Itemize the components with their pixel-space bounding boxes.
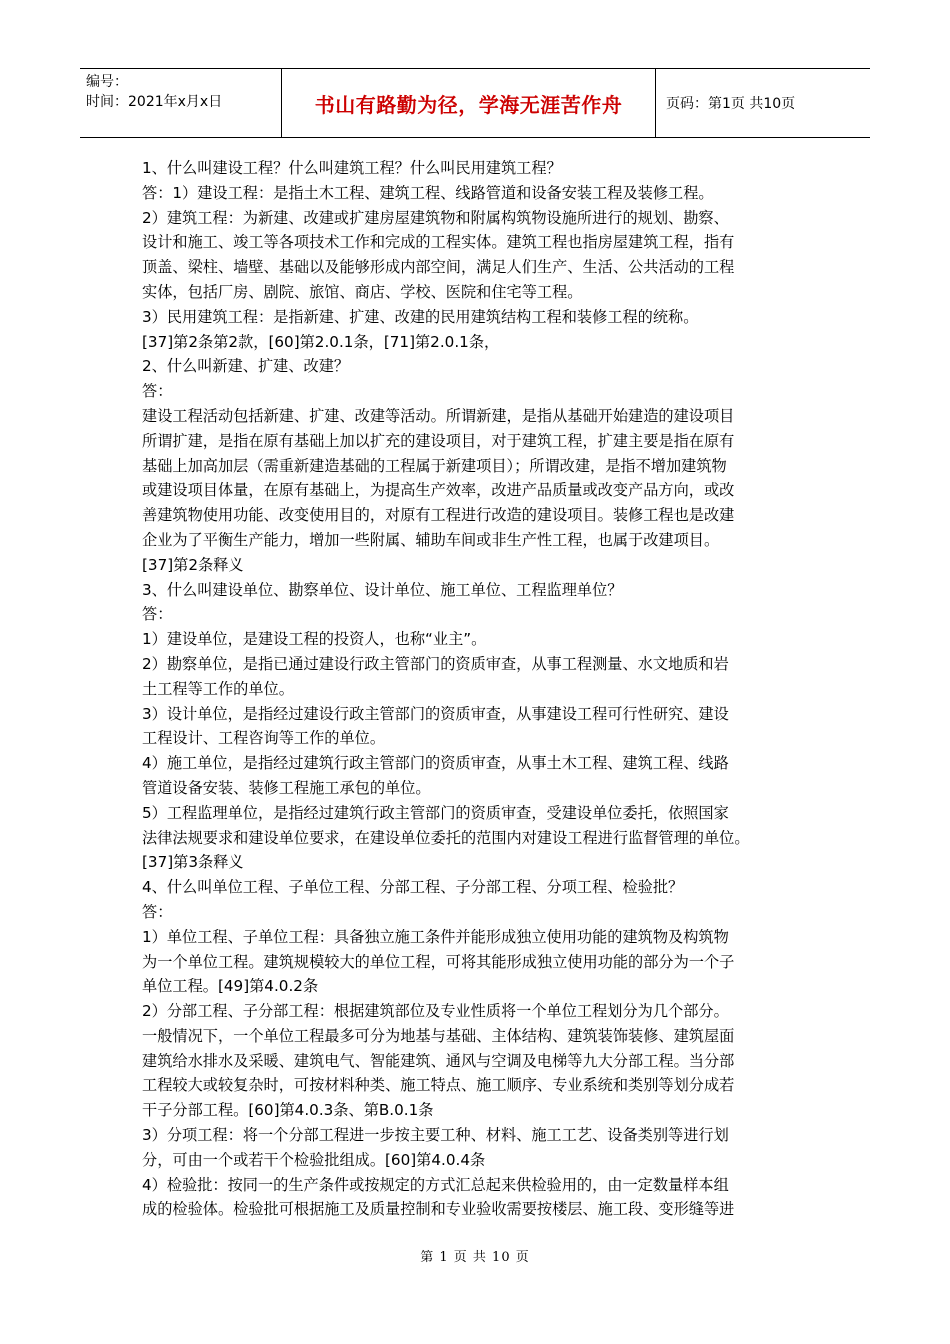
body-line: 工程较大或较复杂时，可按材料种类、施工特点、施工顺序、专业系统和类别等划分成若 <box>142 1076 735 1095</box>
body-line: 单位工程。[49]第4.0.2条 <box>142 977 319 996</box>
body-line: 5）工程监理单位，是指经过建筑行政主管部门的资质审查，受建设单位委托，依照国家 <box>142 803 729 822</box>
body-line: 3）民用建筑工程：是指新建、扩建、改建的民用建筑结构工程和装修工程的统称。 <box>142 307 699 326</box>
body-line: 答： <box>142 382 173 401</box>
body-line: 成的检验体。检验批可根据施工及质量控制和专业验收需要按楼层、施工段、变形缝等进 <box>142 1200 735 1219</box>
body-line: 答： <box>142 605 173 624</box>
body-line: 设计和施工、竣工等各项技术工作和完成的工程实体。建筑工程也指房屋建筑工程，指有 <box>142 233 735 252</box>
body-line: 4）施工单位，是指经过建筑行政主管部门的资质审查，从事土木工程、建筑工程、线路 <box>142 754 729 773</box>
body-line: 3）分项工程：将一个分部工程进一步按主要工种、材料、施工工艺、设备类别等进行划 <box>142 1126 729 1145</box>
body-line: 法律法规要求和建设单位要求，在建设单位委托的范围内对建设工程进行监督管理的单位。 <box>142 828 750 847</box>
body-line: [37]第2条释义 <box>142 555 244 574</box>
body-line: [37]第2条第2款，[60]第2.0.1条，[71]第2.0.1条， <box>142 332 500 351</box>
body-line: 答： <box>142 902 173 921</box>
header-page-info: 页码：第1页 共10页 <box>666 96 796 112</box>
document-number-label: 编号： <box>86 74 128 90</box>
page-header <box>80 68 870 138</box>
body-line: 或建设项目体量，在原有基础上，为提高生产效率，改进产品质量或改变产品方向，或改 <box>142 481 735 500</box>
body-line: 工程设计、工程咨询等工作的单位。 <box>142 729 385 748</box>
body-line: 为一个单位工程。建筑规模较大的单位工程，可将其能形成独立使用功能的部分为一个子 <box>142 952 735 971</box>
body-line: 一般情况下，一个单位工程最多可分为地基与基础、主体结构、建筑装饰装修、建筑屋面 <box>142 1026 735 1045</box>
body-line: 土工程等工作的单位。 <box>142 679 294 698</box>
body-line: 1）建设单位，是建设工程的投资人，也称“业主”。 <box>142 630 487 649</box>
body-line: 3）设计单位，是指经过建设行政主管部门的资质审查，从事建设工程可行性研究、建设 <box>142 704 729 723</box>
body-line: 1、什么叫建设工程？什么叫建筑工程？什么叫民用建筑工程？ <box>142 159 562 177</box>
document-body <box>142 156 807 1222</box>
body-line: 建筑给水排水及采暖、建筑电气、智能建筑、通风与空调及电梯等九大分部工程。当分部 <box>142 1051 735 1070</box>
body-line: 2、什么叫新建、扩建、改建？ <box>142 357 350 376</box>
body-line: 基础上加高加层（需重新建造基础的工程属于新建项目）；所谓改建，是指不增加建筑物 <box>142 456 727 475</box>
body-line: 所谓扩建，是指在原有基础上加以扩充的建设项目，对于建筑工程，扩建主要是指在原有 <box>142 431 735 450</box>
body-line: 2）勘察单位，是指已通过建设行政主管部门的资质审查，从事工程测量、水文地质和岩 <box>142 654 729 673</box>
body-line: 企业为了平衡生产能力，增加一些附属、辅助车间或非生产性工程，也属于改建项目。 <box>142 530 720 549</box>
body-line: 4）检验批：按同一的生产条件或按规定的方式汇总起来供检验用的，由一定数量样本组 <box>142 1175 729 1194</box>
body-line: 4、什么叫单位工程、子单位工程、分部工程、子分部工程、分项工程、检验批？ <box>142 878 684 897</box>
body-line: 2）分部工程、子分部工程：根据建筑部位及专业性质将一个单位工程划分为几个部分。 <box>142 1002 729 1021</box>
page-footer: 第 1 页 共 10 页 <box>420 1250 530 1265</box>
body-line: 2）建筑工程：为新建、改建或扩建房屋建筑物和附属构筑物设施所进行的规划、勘察、 <box>142 208 729 227</box>
body-line: 分，可由一个或若干个检验批组成。[60]第4.0.4条 <box>142 1150 486 1169</box>
body-line: 1）单位工程、子单位工程：具备独立施工条件并能形成独立使用功能的建筑物及构筑物 <box>142 927 729 946</box>
header-motto: 书山有路勤为径，学海无涯苦作舟 <box>282 69 656 137</box>
body-line: 善建筑物使用功能、改变使用目的，对原有工程进行改造的建设项目。装修工程也是改建 <box>142 506 735 525</box>
body-line: 顶盖、梁柱、墙壁、基础以及能够形成内部空间，满足人们生产、生活、公共活动的工程 <box>142 258 735 277</box>
body-line: 管道设备安装、装修工程施工承包的单位。 <box>142 778 431 797</box>
body-line: 3、什么叫建设单位、勘察单位、设计单位、施工单位、工程监理单位？ <box>142 580 623 599</box>
header-meta <box>80 69 282 137</box>
body-line: 建设工程活动包括新建、扩建、改建等活动。所谓新建，是指从基础开始建造的建设项目 <box>142 406 735 425</box>
body-line: 实体，包括厂房、剧院、旅馆、商店、学校、医院和住宅等工程。 <box>142 282 583 301</box>
body-line: [37]第3条释义 <box>142 853 244 872</box>
body-line: 干子分部工程。[60]第4.0.3条、第B.0.1条 <box>142 1101 434 1120</box>
document-date: 时间：2021年x月x日 <box>86 94 223 110</box>
body-line: 答：1）建设工程：是指土木工程、建筑工程、线路管道和设备安装工程及装修工程。 <box>142 183 714 202</box>
